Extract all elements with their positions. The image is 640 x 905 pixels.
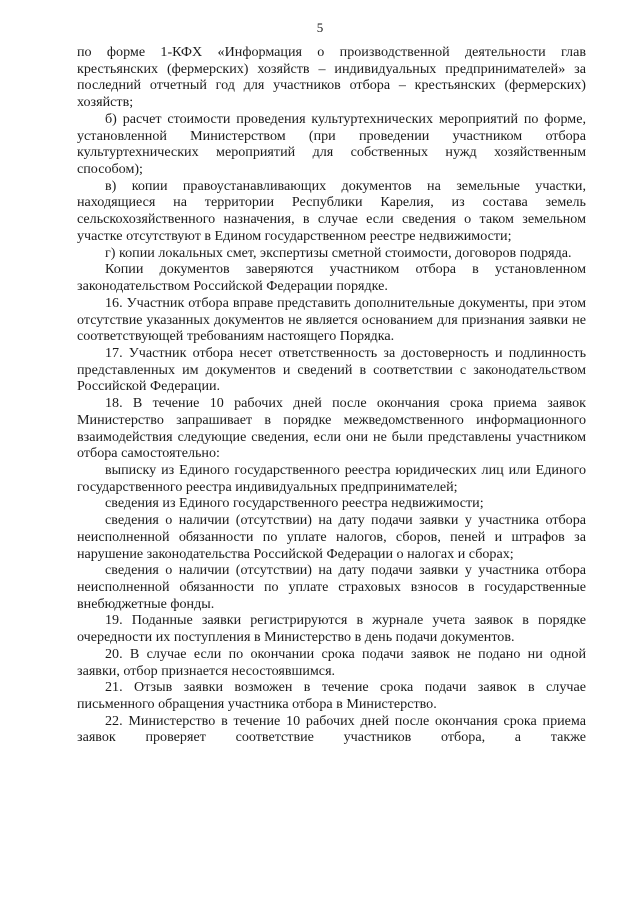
paragraph-20: 20. В случае если по окончании срока подачи заявок не подано ни одной заявки, отбор признается несостоявшимся. (77, 645, 586, 679)
paragraph-17: 17. Участник отбора несет ответственность за достоверность и подлинность представленных им документов и сведений в соответствии с законодательством Российской Федерации. (77, 344, 586, 395)
paragraph-18-egrn-info: сведения из Единого государственного реестра недвижимости; (105, 495, 484, 512)
paragraph-21: 21. Отзыв заявки возможен в течение срока подачи заявок в случае письменного обращения участника отбора в Министерство. (77, 679, 586, 713)
document-body (77, 44, 586, 746)
paragraph-copies-certified: Копии документов заверяются участником отбора в установленном законодательством Российской Федерации порядке. (77, 261, 586, 295)
paragraph-18-tax-debt-info: сведения о наличии (отсутствии) на дату подачи заявки у участника отбора неисполненной обязанности по уплате налогов, сборов, пеней и штрафов за нарушение законодательства Российской Федерации о налогах и сборах; (77, 512, 586, 562)
paragraph-18-egrul-extract: выписку из Единого государственного реестра юридических лиц или Единого государственного реестра индивидуальных предпринимателей; (77, 461, 586, 495)
paragraph-19: 19. Поданные заявки регистрируются в журнале учета заявок в порядке очередности их поступления в Министерство в день подачи документов. (77, 612, 586, 646)
paragraph-item-g: г) копии локальных смет, экспертизы сметной стоимости, договоров подряда. (105, 244, 572, 261)
paragraph-16: 16. Участник отбора вправе представить дополнительные документы, при этом отсутствие указанных документов не является основанием для признания заявки не соответствующей требованиям настоящего Порядка. (77, 294, 586, 345)
paragraph-22: 22. Министерство в течение 10 рабочих дней после окончания срока приема заявок проверяет соответствие участников отбора, а также (77, 712, 586, 746)
paragraph-item-b: б) расчет стоимости проведения культуртехнических мероприятий по форме, установленной Министерством (при проведении участником отбора культуртехнических мероприятий для собственных нужд хозяйственным способом); (77, 110, 586, 178)
page-number: 5 (316, 20, 324, 35)
paragraph-18-insurance-debt-info: сведения о наличии (отсутствии) на дату подачи заявки у участника отбора неисполненной обязанности по уплате страховых взносов в государственные внебюджетные фонды. (77, 562, 586, 612)
paragraph-form-1kfh: по форме 1-КФХ «Информация о производственной деятельности глав крестьянских (фермерских) хозяйств – индивидуальных предпринимателей» за последний отчетный год для участников отбора – крестьянских (фермерских) хозяйств; (77, 44, 586, 111)
paragraph-18: 18. В течение 10 рабочих дней после окончания срока приема заявок Министерство запрашивает в порядке межведомственного информационного взаимодействия следующие сведения, если они не были представлены участником отбора самостоятельно: (77, 395, 586, 462)
paragraph-item-v: в) копии правоустанавливающих документов на земельные участки, находящиеся на территории Республики Карелия, из состава земель сельскохозяйственного назначения, в случае если сведения о таком земельном участке отсутствуют в Едином государственном реестре недвижимости; (77, 177, 586, 244)
